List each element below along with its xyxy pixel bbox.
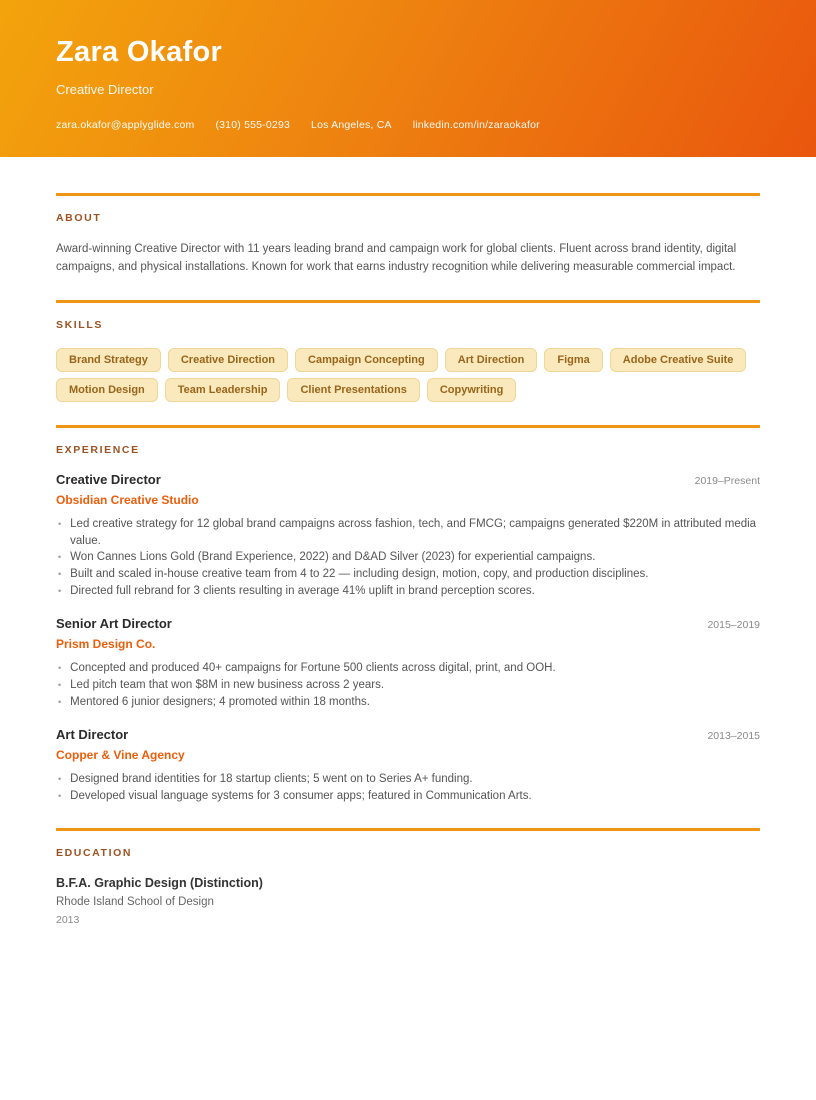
bullet-icon: [58, 677, 61, 694]
job-header: [56, 727, 760, 742]
experience-heading: EXPERIENCE: [56, 444, 140, 457]
section-divider: [56, 300, 760, 303]
section-divider: [56, 193, 760, 196]
skill-pill: Motion Design: [56, 378, 158, 402]
skill-pill: Copywriting: [427, 378, 517, 402]
bullet-item: [56, 788, 760, 805]
contact-row: [56, 119, 760, 131]
person-title: Creative Director: [56, 82, 154, 98]
job-company: Prism Design Co.: [56, 637, 156, 652]
job-bullets: [56, 771, 760, 804]
bullet-text: Won Cannes Lions Gold (Brand Experience, 2022) and D&AD Silver (2023) for experiential campaigns.: [70, 551, 596, 564]
education-degree: B.F.A. Graphic Design (Distinction): [56, 875, 263, 890]
job-title: Art Director: [56, 727, 129, 743]
bullet-icon: [58, 583, 61, 600]
contact-phone: (310) 555-0293: [215, 119, 291, 132]
header: [0, 0, 816, 157]
job-title: Creative Director: [56, 472, 161, 488]
bullet-item: [56, 660, 760, 677]
skill-pill: Client Presentations: [287, 378, 419, 402]
bullet-text: Developed visual language systems for 3 consumer apps; featured in Communication Arts.: [70, 790, 532, 803]
education-heading: EDUCATION: [56, 846, 133, 859]
job-entry: [56, 616, 760, 710]
about-text: Award-winning Creative Director with 11 years leading brand and campaign work for global clients. Fluent across brand identity, digital campaigns, and physical installations. Known for work that earns industry recognition while delivering measurable commercial impact.: [56, 243, 737, 273]
skill-pill: Adobe Creative Suite: [610, 348, 747, 372]
section-skills: [56, 300, 760, 402]
section-about: [56, 193, 760, 277]
bullet-icon: [58, 516, 61, 549]
bullet-icon: [58, 660, 61, 677]
contact-email: zara.okafor@applyglide.com: [56, 119, 195, 132]
job-entry: [56, 727, 760, 804]
job-bullets: [56, 516, 760, 599]
job-company: Copper & Vine Agency: [56, 748, 185, 763]
bullet-text: Directed full rebrand for 3 clients resulting in average 41% uplift in brand perception scores.: [70, 584, 535, 597]
bullet-text: Mentored 6 junior designers; 4 promoted within 18 months.: [70, 695, 370, 708]
education-year: 2013: [56, 913, 80, 926]
section-divider: [56, 425, 760, 428]
contact-linkedin: linkedin.com/in/zaraokafor: [412, 119, 540, 132]
bullet-text: Built and scaled in-house creative team from 4 to 22 — including design, motion, copy, and production disciplines.: [70, 568, 649, 581]
job-header: [56, 472, 760, 487]
section-education: [56, 828, 760, 926]
bullet-icon: [58, 694, 61, 711]
bullet-item: [56, 694, 760, 711]
bullet-icon: [58, 566, 61, 583]
skills-heading: SKILLS: [56, 318, 103, 331]
job-dates: 2013–2015: [707, 730, 760, 743]
bullet-text: Designed brand identities for 18 startup clients; 5 went on to Series A+ funding.: [70, 773, 473, 786]
bullet-text: Led creative strategy for 12 global brand campaigns across fashion, tech, and FMCG; campaigns generated $220M in attributed media value.: [70, 518, 757, 547]
bullet-icon: [58, 771, 61, 788]
section-divider: [56, 828, 760, 831]
job-entry: [56, 472, 760, 599]
skill-pill: Team Leadership: [165, 378, 281, 402]
job-dates: 2015–2019: [707, 619, 760, 632]
job-dates: 2019–Present: [694, 475, 760, 488]
education-school: Rhode Island School of Design: [56, 895, 214, 908]
skill-pill: Art Direction: [445, 348, 538, 372]
job-bullets: [56, 660, 760, 710]
bullet-icon: [58, 788, 61, 805]
contact-location: Los Angeles, CA: [311, 119, 392, 132]
section-experience: [56, 425, 760, 805]
bullet-item: [56, 677, 760, 694]
resume-body: [0, 157, 816, 926]
bullet-text: Concepted and produced 40+ campaigns for Fortune 500 clients across digital, print, and OOH.: [70, 662, 556, 675]
bullet-item: [56, 566, 760, 583]
skill-pill: Figma: [544, 348, 602, 372]
person-name: Zara Okafor: [56, 36, 223, 68]
about-heading: ABOUT: [56, 212, 102, 224]
skill-pill: Campaign Concepting: [295, 348, 438, 372]
bullet-item: [56, 516, 760, 549]
job-header: [56, 616, 760, 631]
bullet-icon: [58, 549, 61, 566]
job-company: Obsidian Creative Studio: [56, 493, 199, 508]
bullet-item: [56, 549, 760, 566]
skill-pill: Brand Strategy: [56, 348, 161, 372]
skills-list: [56, 348, 760, 402]
job-title: Senior Art Director: [56, 616, 172, 632]
bullet-item: [56, 583, 760, 600]
bullet-item: [56, 771, 760, 788]
skill-pill: Creative Direction: [168, 348, 288, 372]
bullet-text: Led pitch team that won $8M in new business across 2 years.: [70, 679, 385, 692]
